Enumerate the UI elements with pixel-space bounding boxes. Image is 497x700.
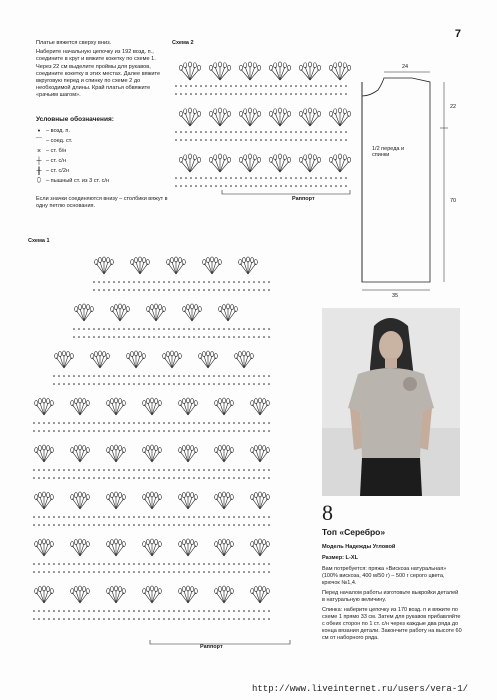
- project-size: Размер: L-XL: [322, 555, 358, 561]
- legend-item: ┼ – ст. с/н: [32, 156, 172, 166]
- double-crochet-icon: ┼: [36, 157, 42, 165]
- pattern-bottom-label: 35: [392, 293, 399, 299]
- project-back-instructions: Спинка: наберите цепочку из 170 возд. п и вяжите по схеме 1 прямо 33 см. Затем для рукавов прибавляйте с обеих сторон по 1 ст. с/н через каждые два ряда до конца вязания детали. Закончите работу на высоте 60 см от наборного ряда.: [322, 607, 462, 641]
- puff-stitch-icon: ⬯: [36, 177, 42, 184]
- pattern-width-label: 24: [402, 64, 409, 70]
- watermark-url: http://www.liveinternet.ru/users/vera-1/: [252, 684, 469, 694]
- legend-item: • – возд. п.: [32, 126, 172, 136]
- project-title: Топ «Серебро»: [322, 527, 386, 537]
- project-number: 8: [322, 500, 333, 525]
- page-number: 7: [454, 28, 461, 40]
- model-photo-illustration: [322, 308, 460, 496]
- model-photo: [322, 308, 460, 496]
- project-pre-note: Перед началом работы изготовьте выкройки деталей в натуральную величину.: [322, 590, 459, 603]
- project-designer: Модель Надежды Угловой: [322, 544, 396, 550]
- pattern-armhole-label: 22: [450, 104, 457, 110]
- intro-paragraph-2: Наберите начальную цепочку из 192 возд. п., соедините в круг и вяжите кокетку по схеме 1. Через 22 см выделите проймы для рукавов, соедините кокетку в этих местах. Далее вяжите вкруговую перед и спинку по схеме 2 до необходимой длины. Край платья обвяжите «рачьим шагом».: [36, 49, 161, 99]
- scheme-2-rapport-bracket: [222, 190, 350, 194]
- single-crochet-icon: ×: [36, 147, 42, 155]
- scheme-2-rapport-label: Раппорт: [292, 196, 315, 202]
- treble-crochet-icon: ╫: [36, 167, 42, 175]
- legend-item: ╫ – ст. с/2н: [32, 166, 172, 176]
- intro-paragraph-1: Платье вяжется сверху вниз.: [36, 40, 112, 46]
- pattern-note: 1/2 переда и спинки: [372, 146, 405, 158]
- scheme-1-chart: [33, 257, 270, 620]
- pattern-length-label: 70: [450, 198, 457, 204]
- chain-stitch-icon: •: [37, 127, 41, 135]
- legend-title: Условные обозначения:: [36, 116, 114, 123]
- legend-item: ⬯ – пышный ст. из 3 ст. с/н: [32, 176, 172, 186]
- legend-item: ⌒ – соед. ст.: [32, 136, 172, 146]
- scheme-1-label: Схема 1: [28, 238, 50, 244]
- scheme-1-rapport-bracket: [150, 640, 290, 644]
- project-description: [322, 566, 462, 645]
- scheme-2-label: Схема 2: [172, 40, 194, 46]
- scheme-2-chart: [175, 62, 350, 187]
- scheme-1-rapport-label: Раппорт: [200, 644, 223, 650]
- slip-stitch-icon: ⌒: [35, 138, 43, 145]
- project-materials: Вам потребуется: пряжа «Вискоза натуральная» (100% вискоза, 400 м/50 г) – 500 г серого цвета, крючок №1,4.: [322, 566, 447, 586]
- legend-note: Если значки соединяются внизу – столбики вяжут в одну петлю основания.: [36, 196, 168, 209]
- legend-item: × – ст. б/н: [32, 146, 172, 156]
- pattern-outline: [362, 72, 448, 290]
